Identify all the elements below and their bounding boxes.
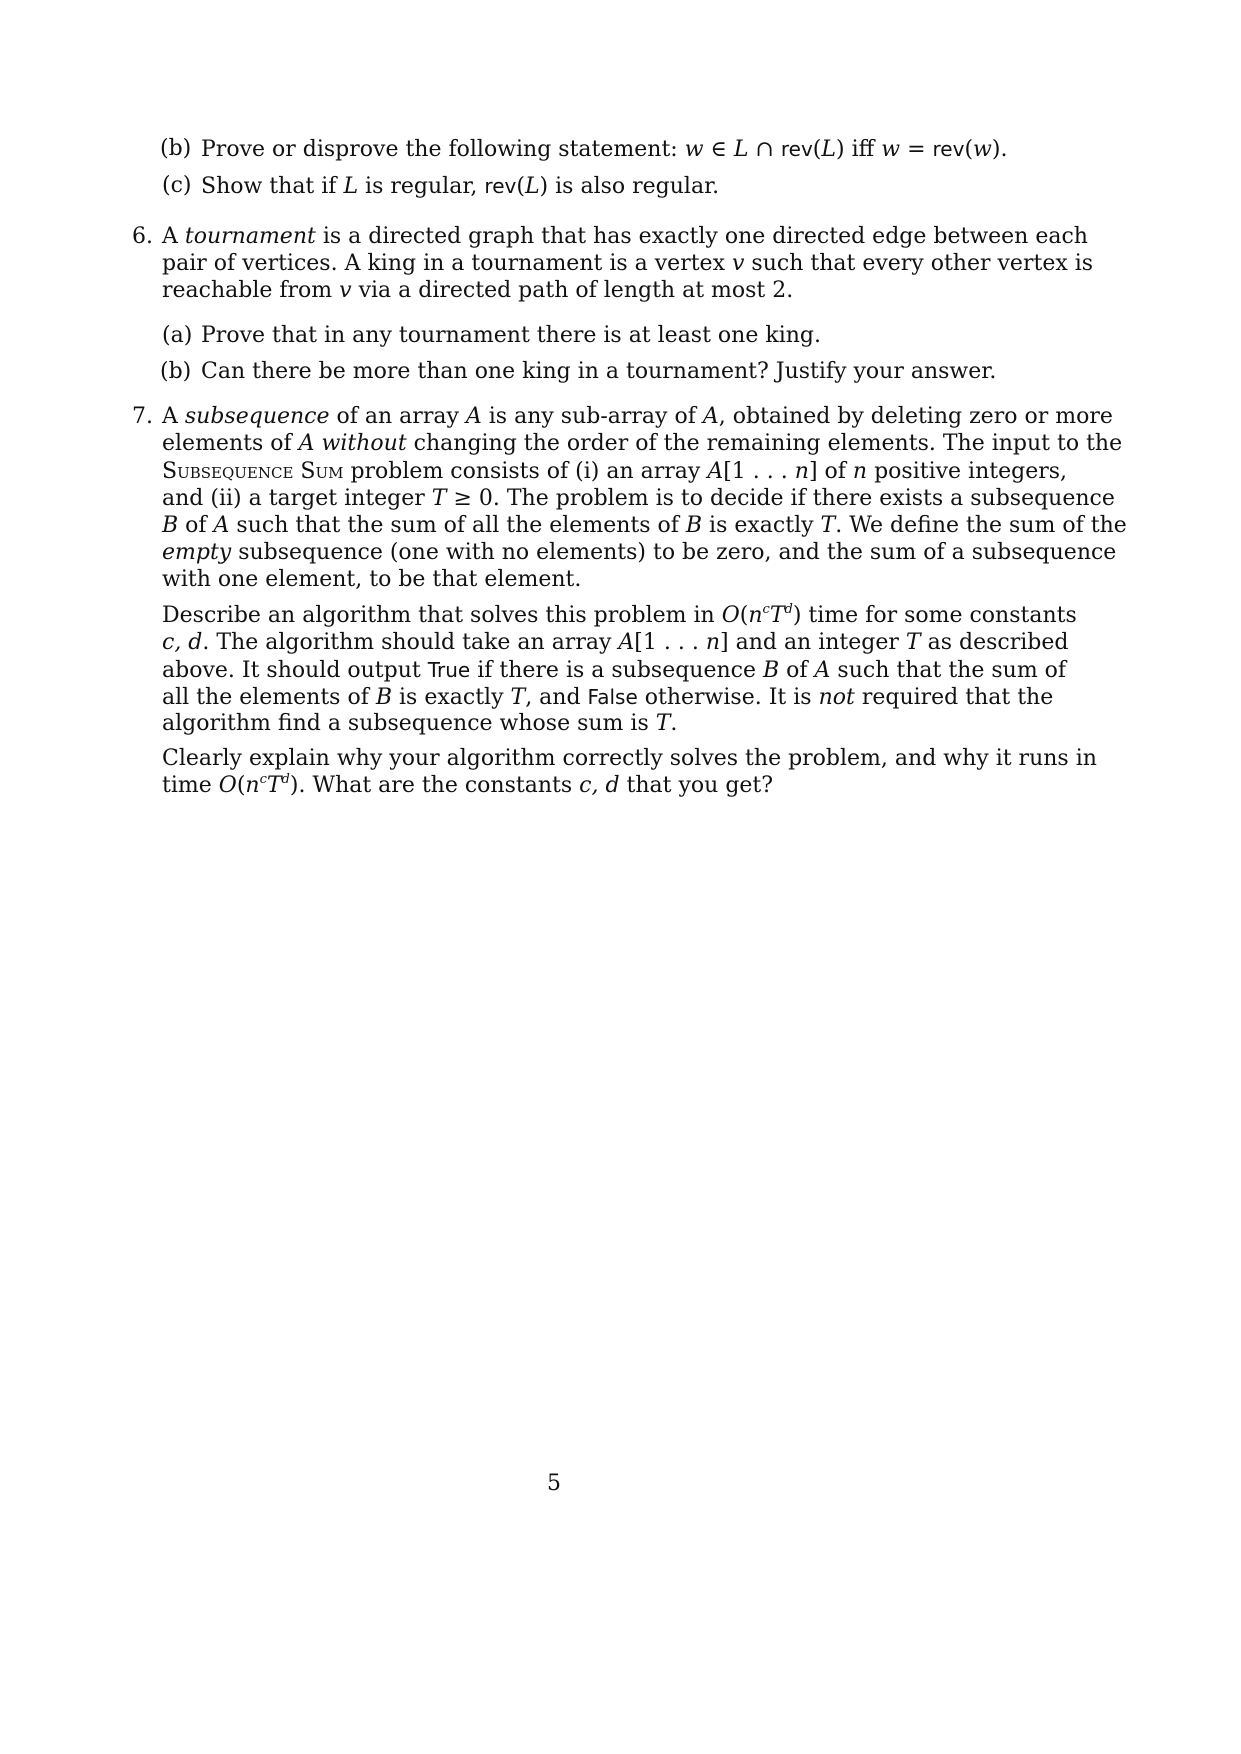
q7-p3-line-2: time $O(n^cT^d)$. What are the constants c, d that you get? [162,772,774,798]
q7-p2-line-1: Describe an algorithm that solves this problem in $O(n^cT^d)$ time for some constants [162,602,1077,628]
page-number: 5 [547,1471,561,1496]
q6a-label: (a) [162,323,193,348]
q7-p3-line-1: Clearly explain why your algorithm correctly solves the problem, and why it runs in [162,746,1097,771]
q7-p1-line-3: Subsequence Sum problem consists of (i) an array A[1 . . . n] of n positive integers, [162,459,1068,484]
q6-line-2: pair of vertices. A king in a tournament is a vertex v such that every other vertex is [162,251,1094,276]
q7-p1-line-2: elements of A without changing the order of the remaining elements. The input to the [162,431,1123,456]
q7-p2-line-2: c, d. The algorithm should take an array A[1 . . . n] and an integer T as described [162,630,1069,655]
q6-line-1: A tournament is a directed graph that has exactly one directed edge between each [162,224,1088,249]
q7-p2-line-3: above. It should output True if there is a subsequence B of A such that the sum of [162,658,1067,683]
q5b-text: Prove or disprove the following statement: w ∈ L ∩ rev(L) iff w = rev(w). [201,137,1008,162]
q6b-text: Can there be more than one king in a tournament? Justify your answer. [201,359,997,384]
q5c-label: (c) [162,173,192,198]
q7-p1-line-1: A subsequence of an array A is any sub-array of A, obtained by deleting zero or more [162,404,1113,429]
q5c-text: Show that if L is regular, rev(L) is also regular. [201,174,720,199]
q7-p1-line-7: with one element, to be that element. [162,567,582,592]
q7-p1-line-4: and (ii) a target integer T ≥ 0. The problem is to decide if there exists a subsequence [162,486,1115,511]
q6-line-3: reachable from v via a directed path of length at most 2. [162,278,794,303]
q6b-label: (b) [160,359,192,384]
q5b-label: (b) [160,136,192,161]
q7-number: 7. [132,404,153,429]
q7-p2-line-5: algorithm find a subsequence whose sum is T. [162,711,678,736]
q7-p1-line-5: B of A such that the sum of all the elements of B is exactly T. We define the sum of the [162,513,1127,538]
q7-p2-line-4: all the elements of B is exactly T, and False otherwise. It is not required that the [162,685,1054,710]
q7-p1-line-6: empty subsequence (one with no elements) to be zero, and the sum of a subsequence [162,540,1117,565]
q6-number: 6. [132,224,153,249]
q6a-text: Prove that in any tournament there is at least one king. [201,323,821,348]
